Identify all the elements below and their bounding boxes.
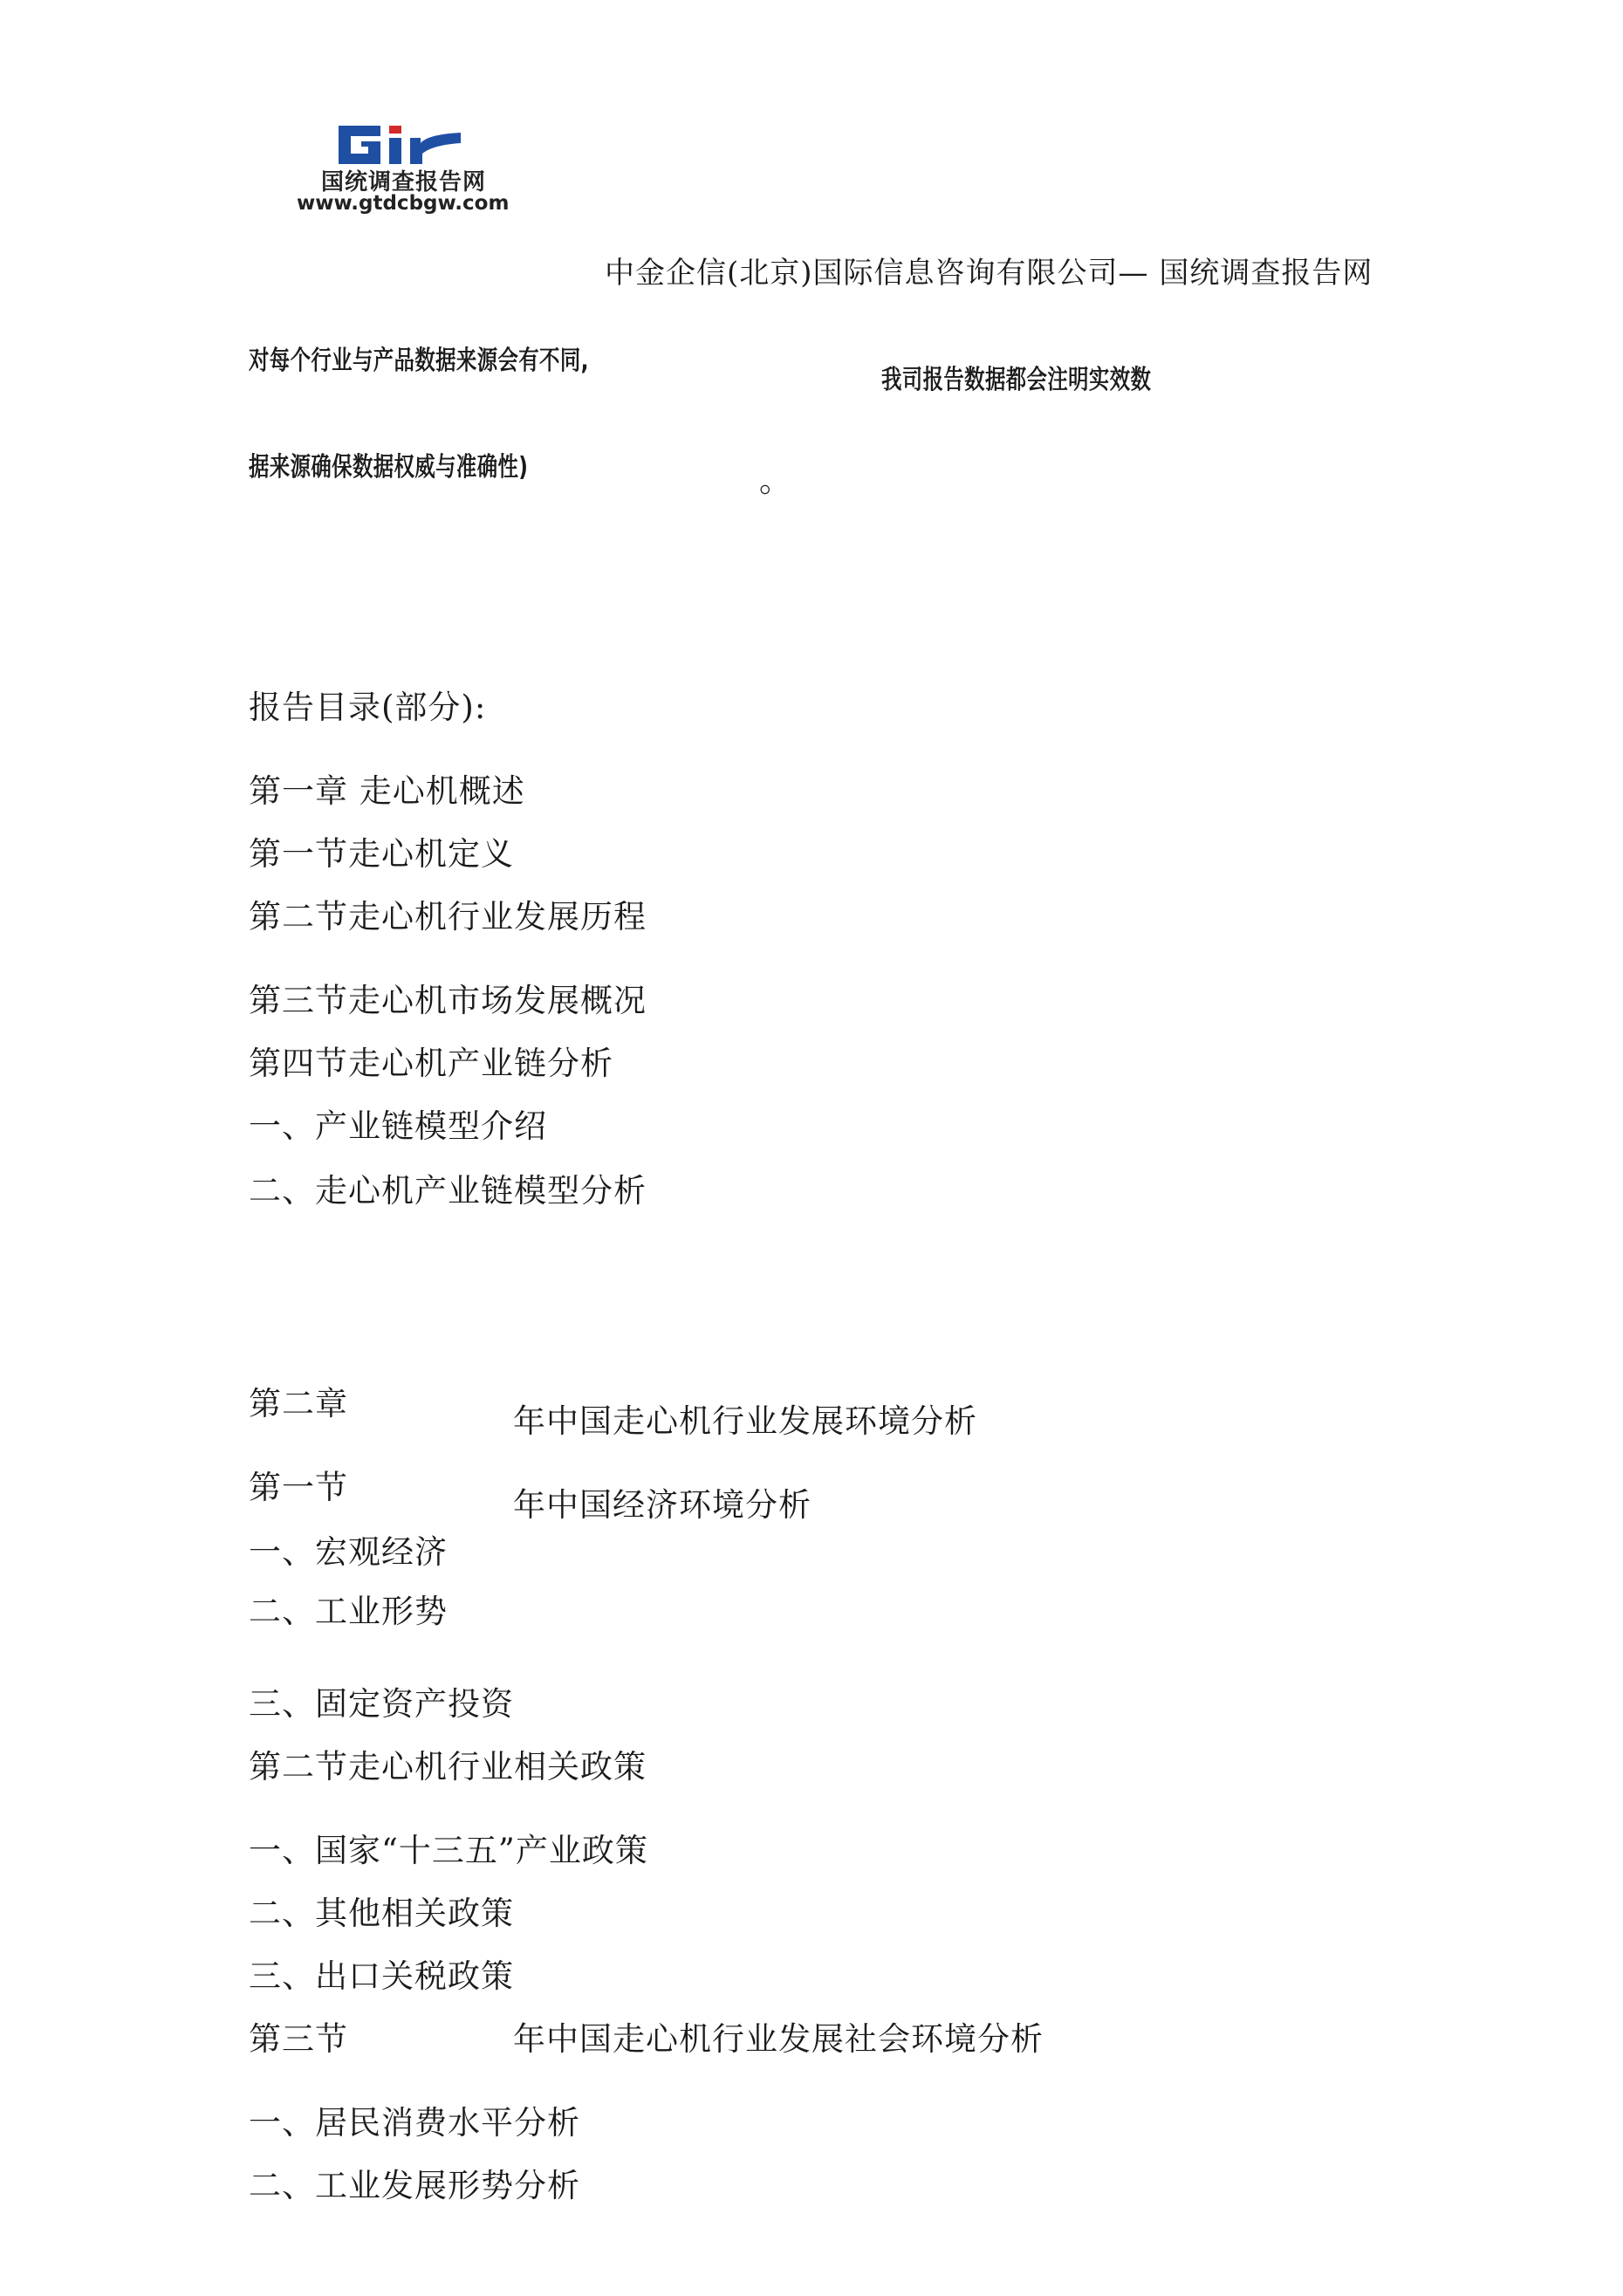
ch1-item: 第二节走心机行业发展历程 [249, 898, 647, 936]
ch2-s1-item: 一、宏观经济 [249, 1533, 448, 1571]
ch2-s3-label: 第三节 [249, 2020, 348, 2058]
ch2-s2-item: 三、出口关税政策 [249, 1957, 514, 1995]
ch1-item: 二、走心机产业链模型分析 [249, 1172, 647, 1210]
ch2-s1-title: 年中国经济环境分析 [513, 1486, 812, 1524]
ch2-s3-item: 二、工业发展形势分析 [249, 2167, 580, 2204]
ch2-s1-item: 三、固定资产投资 [249, 1685, 514, 1723]
ch2-s3-item: 一、居民消费水平分析 [249, 2104, 580, 2142]
note-end-mark: 。 [759, 462, 792, 499]
note-line1-left: 对每个行业与产品数据来源会有不同, [249, 346, 589, 376]
ch2-s1-label: 第一节 [249, 1469, 348, 1506]
ch2-s2-item: 二、其他相关政策 [249, 1895, 514, 1932]
ch1-item: 第三节走心机市场发展概况 [249, 982, 647, 1019]
ch2-s2-title: 第二节走心机行业相关政策 [249, 1748, 647, 1785]
gir-logo-icon [330, 119, 522, 171]
logo-url: www.gtdcbgw.com [297, 192, 510, 215]
toc-heading: 报告目录(部分): [249, 689, 487, 726]
note-line1-right: 我司报告数据都会注明实效数 [881, 365, 1152, 395]
ch1-item: 第一节走心机定义 [249, 835, 514, 873]
ch2-s1-item: 二、工业形势 [249, 1593, 448, 1630]
header-company: 中金企信(北京)国际信息咨询有限公司— 国统调查报告网 [605, 256, 1373, 291]
logo-brand-text: 国统调查报告网 [321, 169, 487, 195]
ch2-s3-title: 年中国走心机行业发展社会环境分析 [513, 2020, 1044, 2058]
ch1-item: 第四节走心机产业链分析 [249, 1045, 613, 1082]
ch2-label: 第二章 [249, 1385, 348, 1422]
ch1-item: 一、产业链模型介绍 [249, 1107, 547, 1145]
ch2-s2-item: 一、国家“十三五”产业政策 [249, 1832, 648, 1869]
ch2-title: 年中国走心机行业发展环境分析 [513, 1402, 977, 1440]
logo [297, 113, 524, 218]
ch1-title: 第一章 走心机概述 [249, 772, 525, 810]
note-line2: 据来源确保数据权威与准确性) [249, 452, 529, 483]
